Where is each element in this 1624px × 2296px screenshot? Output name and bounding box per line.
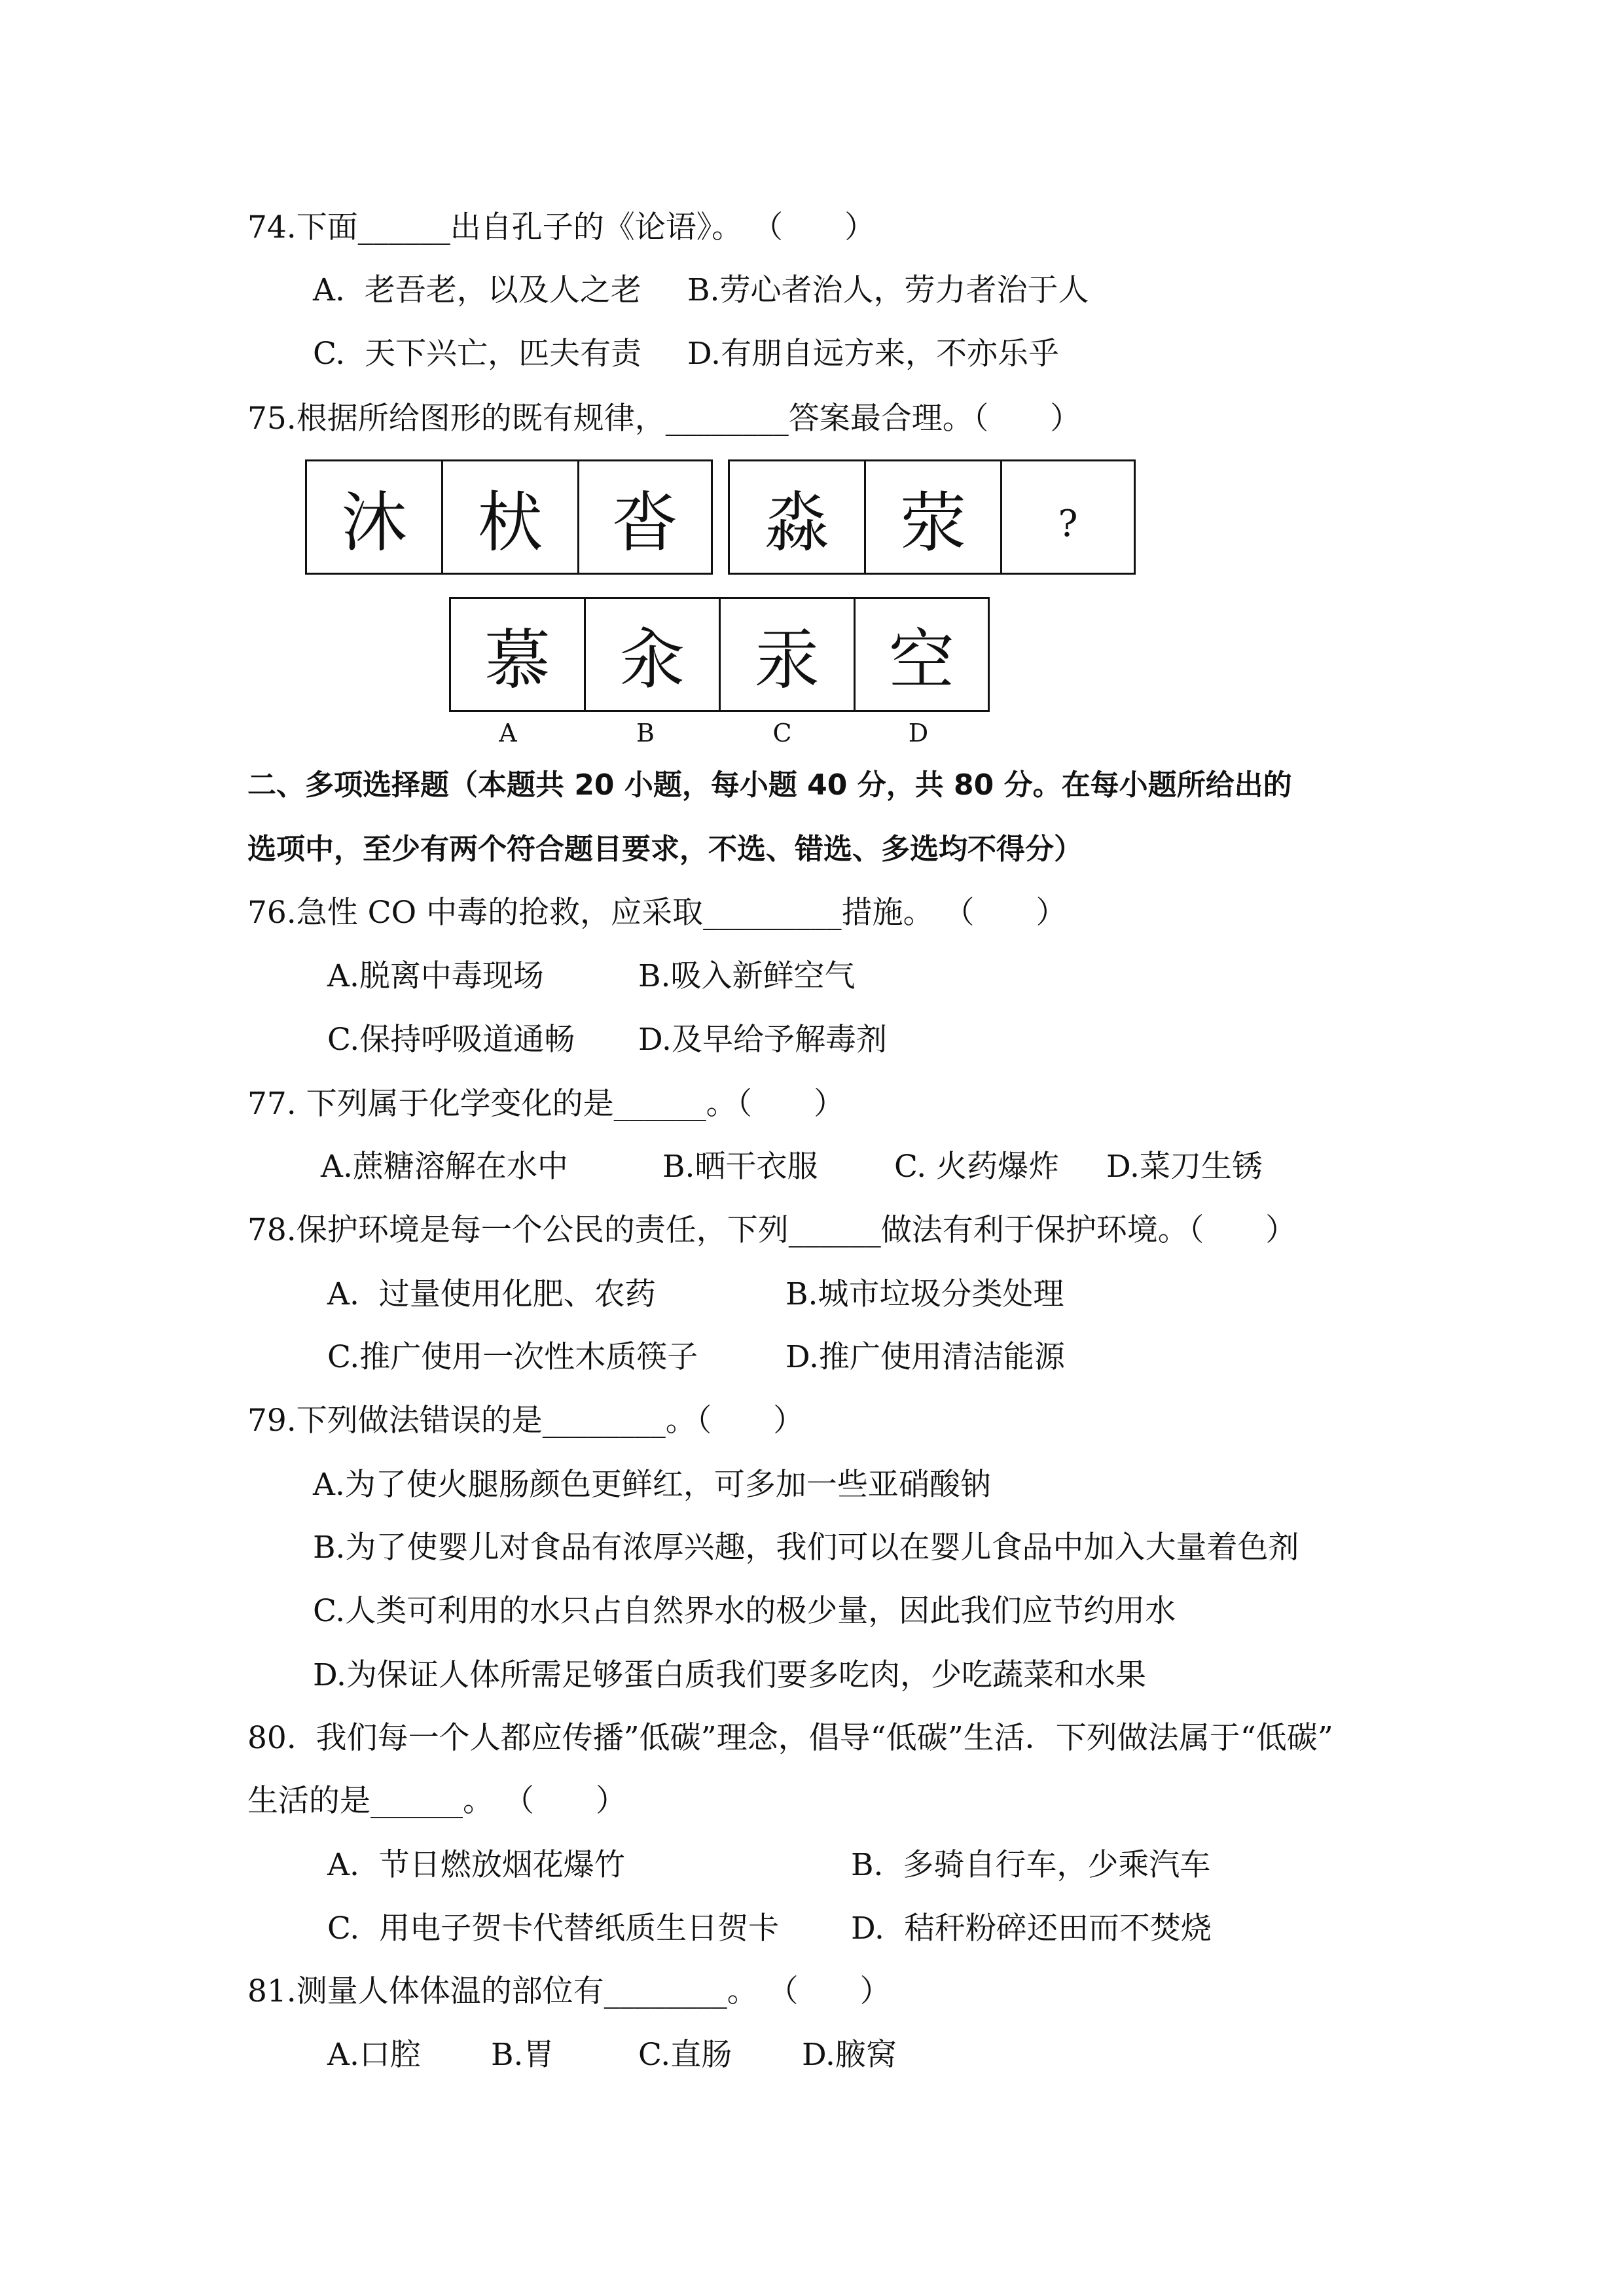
figure-cell: 淼 xyxy=(730,461,866,573)
question-81-option-b: B.胃 xyxy=(491,2037,554,2073)
question-76-stem: 76.急性 CO 中毒的抢救，应采取_________措施。 （ ） xyxy=(247,895,1067,931)
answer-label-d: D xyxy=(908,719,929,747)
question-77-option-b: B.晒干衣服 xyxy=(662,1149,818,1185)
figure-cell: 枤 xyxy=(443,461,579,573)
question-80-option-b: B. 多骑自行车，少乘汽车 xyxy=(851,1847,1211,1883)
figure-cell-question-mark: ? xyxy=(1058,502,1078,545)
question-77-stem: 77. 下列属于化学变化的是______。（ ） xyxy=(247,1086,845,1122)
question-77-option-a: A.蔗糖溶解在水中 xyxy=(321,1149,568,1185)
question-74-option-a: A. 老吾老，以及人之老 xyxy=(313,272,641,308)
question-74-option-b: B.劳心者治人，劳力者治于人 xyxy=(687,272,1089,308)
question-80-option-c: C. 用电子贺卡代替纸质生日贺卡 xyxy=(327,1910,780,1946)
question-81-stem: 81.测量人体体温的部位有________。 （ ） xyxy=(247,1973,891,2009)
question-80-option-d: D. 秸秆粉碎还田而不焚烧 xyxy=(851,1910,1212,1946)
question-81-option-a: A.口腔 xyxy=(327,2037,421,2073)
question-80-option-a: A. 节日燃放烟花爆竹 xyxy=(327,1847,625,1883)
question-78-option-d: D.推广使用清洁能源 xyxy=(785,1339,1065,1375)
question-74-option-c: C. 天下兴亡，匹夫有责 xyxy=(313,336,642,372)
section-heading-line-1: 二、多项选择题（本题共 20 小题，每小题 40 分，共 80 分。在每小题所给出的 xyxy=(247,768,1292,802)
answer-figure-c: 汞 xyxy=(721,599,856,710)
question-80-stem-line-1: 80. 我们每一个人都应传播”低碳”理念，倡导“低碳”生活．下列做法属于“低碳” xyxy=(247,1720,1333,1756)
question-79-stem: 79.下列做法错误的是________。（ ） xyxy=(247,1403,804,1439)
question-78-option-b: B.城市垃圾分类处理 xyxy=(785,1276,1064,1312)
question-79-option-b: B.为了使婴儿对食品有浓厚兴趣，我们可以在婴儿食品中加入大量着色剂 xyxy=(313,1530,1299,1566)
question-79-option-c: C.人类可利用的水只占自然界水的极少量，因此我们应节约用水 xyxy=(313,1593,1176,1629)
question-76-option-b: B.吸入新鲜空气 xyxy=(638,958,856,994)
question-81-option-d: D.腋窝 xyxy=(802,2037,897,2073)
question-74-option-d: D.有朋自远方来，不亦乐乎 xyxy=(687,336,1059,372)
question-78-option-a: A. 过量使用化肥、农药 xyxy=(327,1276,656,1312)
question-76-option-d: D.及早给予解毒剂 xyxy=(638,1022,887,1058)
answer-figure-b: 汆 xyxy=(586,599,721,710)
question-80-stem-line-2: 生活的是______。 （ ） xyxy=(247,1783,626,1819)
answer-figure-a: 慕 xyxy=(451,599,586,710)
question-77-option-d: D.菜刀生锈 xyxy=(1106,1149,1263,1185)
question-78-stem: 78.保护环境是每一个公民的责任，下列______做法有利于保护环境。（ ） xyxy=(247,1212,1297,1248)
question-76-option-c: C.保持呼吸道通畅 xyxy=(327,1022,575,1058)
question-76-option-a: A.脱离中毒现场 xyxy=(327,958,544,994)
question-79-option-d: D.为保证人体所需足够蛋白质我们要多吃肉，少吃蔬菜和水果 xyxy=(313,1657,1146,1693)
figure-group-1 xyxy=(305,459,713,575)
question-81-option-c: C.直肠 xyxy=(638,2037,732,2073)
question-74-stem: 74.下面______出自孔子的《论语》。 （ ） xyxy=(247,209,876,245)
section-heading-line-2: 选项中，至少有两个符合题目要求，不选、错选、多选均不得分） xyxy=(247,833,1083,866)
figure-cell: 荥 xyxy=(866,461,1002,573)
answer-label-c: C xyxy=(772,719,792,747)
question-79-option-a: A.为了使火腿肠颜色更鲜红，可多加一些亚硝酸钠 xyxy=(313,1467,991,1503)
answer-label-b: B xyxy=(636,719,655,747)
answer-label-a: A xyxy=(499,719,517,747)
question-77-option-c: C. 火药爆炸 xyxy=(894,1149,1060,1185)
figure-group-2 xyxy=(728,459,1136,575)
question-78-option-c: C.推广使用一次性木质筷子 xyxy=(327,1339,698,1375)
question-75-stem: 75.根据所给图形的既有规律，________答案最合理。（ ） xyxy=(247,401,1081,437)
figure-cell: 沐 xyxy=(307,461,443,573)
figure-cell: 沓 xyxy=(612,484,678,561)
answer-figure-d: 空 xyxy=(889,622,954,698)
answer-figure-options xyxy=(449,597,990,712)
